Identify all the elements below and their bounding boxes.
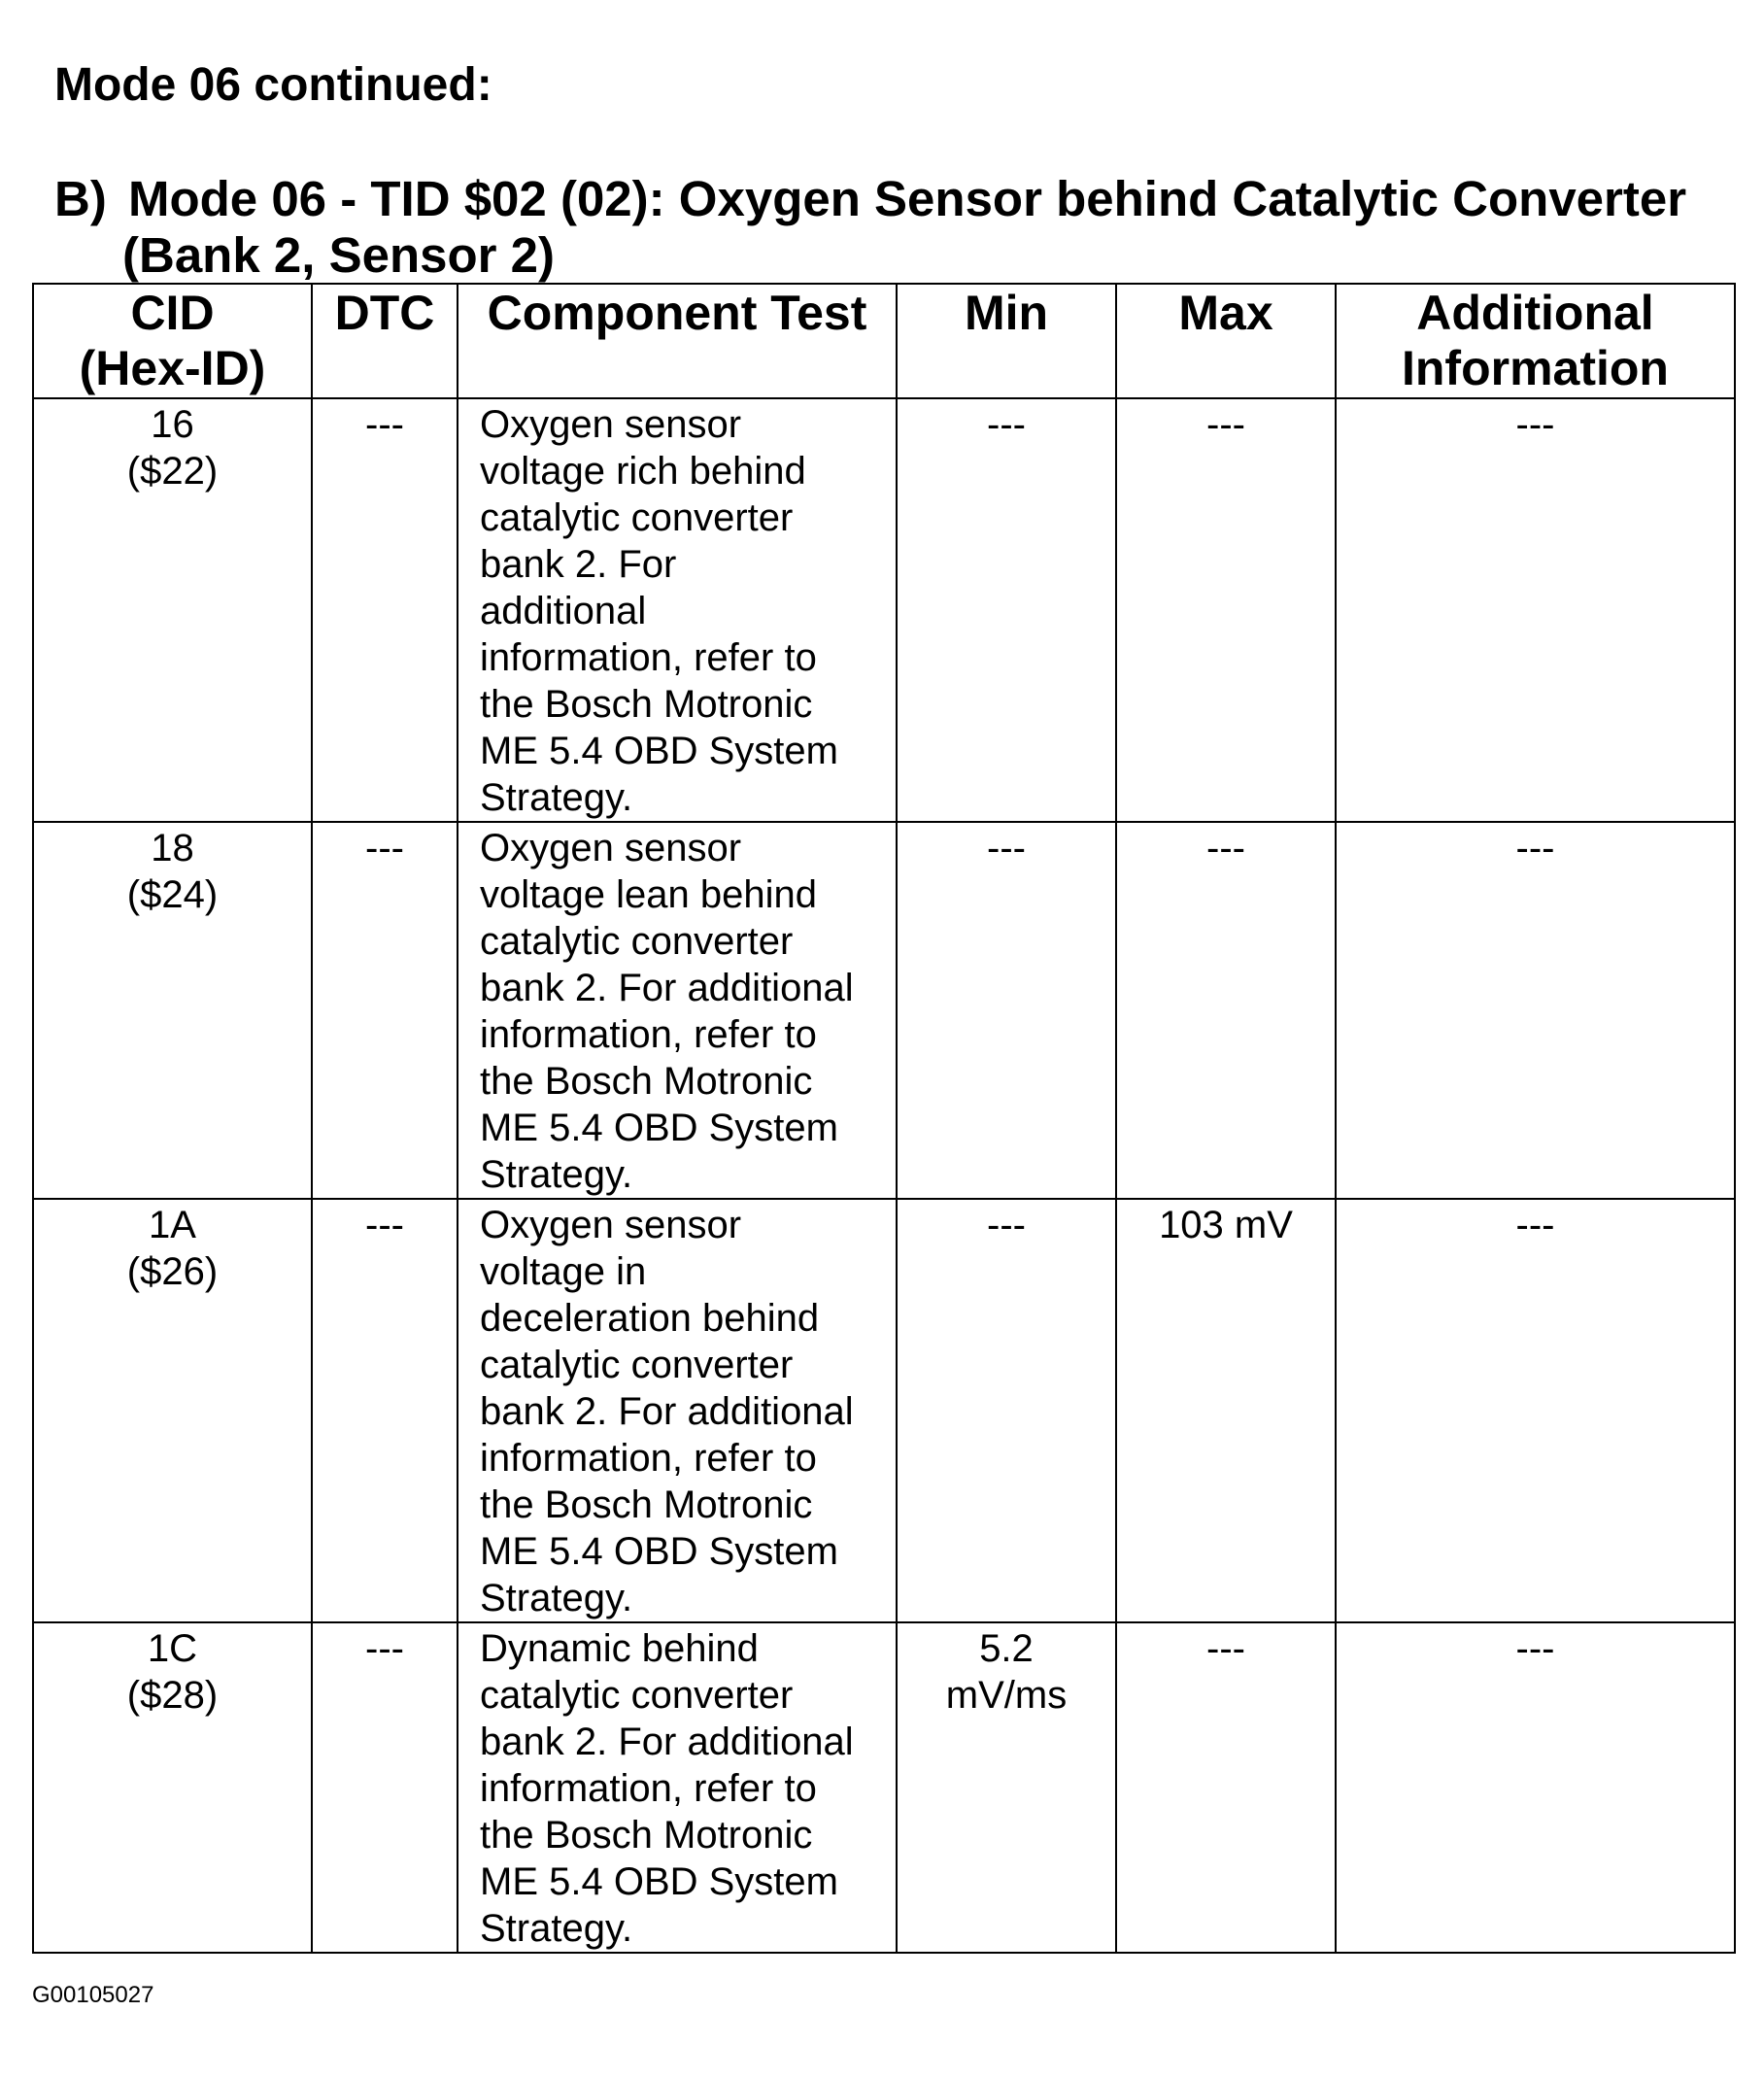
cell-max: 103 mV (1116, 1199, 1336, 1622)
cell-min (897, 398, 1116, 822)
table-header-row (33, 284, 1735, 398)
cell-min (897, 1199, 1116, 1622)
component-test-line: ME 5.4 OBD System (480, 1107, 838, 1149)
component-test-line: catalytic converter (480, 920, 794, 963)
min-value: --- (987, 827, 1026, 869)
component-test-line: information, refer to (480, 636, 817, 679)
component-test-line: Dynamic behind (480, 1627, 759, 1670)
header-cid-line1: CID (130, 286, 215, 340)
cell-additional-info: --- (1336, 398, 1735, 822)
hex-id-value: ($24) (126, 873, 219, 916)
component-test-line: information, refer to (480, 1437, 817, 1480)
cell-cid (33, 1622, 312, 1953)
header-component-test: Component Test (458, 284, 897, 398)
min-unit: mV/ms (945, 1674, 1068, 1717)
header-dtc: DTC (312, 284, 458, 398)
component-test-line: additional (480, 590, 647, 632)
component-test-line: Strategy. (480, 1153, 633, 1196)
cell-component-test (458, 1622, 897, 1953)
cell-component-test (458, 1199, 897, 1622)
section-title-line1: Mode 06 - TID $02 (02): Oxygen Sensor behind Catalytic Converter (128, 171, 1687, 226)
component-test-line: Oxygen sensor (480, 827, 742, 869)
cell-dtc: --- (312, 398, 458, 822)
component-test-line: bank 2. For additional (480, 1721, 854, 1763)
cell-component-test (458, 822, 897, 1199)
cell-min (897, 1622, 1116, 1953)
component-test-line: catalytic converter (480, 1344, 794, 1386)
header-cid (33, 284, 312, 398)
min-value: 5.2 (979, 1627, 1034, 1670)
component-test-line: bank 2. For additional (480, 967, 854, 1009)
cid-value: 1A (149, 1204, 196, 1246)
component-test-line: catalytic converter (480, 1674, 794, 1717)
component-test-line: the Bosch Motronic (480, 1060, 813, 1103)
cell-max: --- (1116, 398, 1336, 822)
mode06-table (32, 283, 1736, 1954)
component-test-line: ME 5.4 OBD System (480, 730, 838, 772)
header-additional-line1: Additional (1416, 286, 1654, 340)
cell-dtc: --- (312, 1622, 458, 1953)
hex-id-value: ($22) (126, 450, 219, 493)
component-test-line: voltage in (480, 1250, 647, 1293)
component-test-line: ME 5.4 OBD System (480, 1530, 838, 1573)
cell-cid (33, 822, 312, 1199)
cell-cid (33, 398, 312, 822)
section-title (54, 171, 1686, 226)
cell-component-test (458, 398, 897, 822)
cid-value: 1C (147, 1627, 198, 1670)
cell-min (897, 822, 1116, 1199)
header-max: Max (1116, 284, 1336, 398)
section-label: B) (54, 171, 107, 226)
min-value: --- (987, 403, 1026, 446)
cell-additional-info: --- (1336, 822, 1735, 1199)
component-test-line: Strategy. (480, 776, 633, 819)
component-test-line: bank 2. For (480, 543, 677, 586)
cell-dtc: --- (312, 822, 458, 1199)
table-row (33, 1622, 1735, 1953)
component-test-line: bank 2. For additional (480, 1390, 854, 1433)
cell-cid (33, 1199, 312, 1622)
cell-dtc: --- (312, 1199, 458, 1622)
component-test-line: ME 5.4 OBD System (480, 1860, 838, 1903)
component-test-line: voltage rich behind (480, 450, 806, 493)
component-test-line: catalytic converter (480, 496, 794, 539)
component-test-line: Oxygen sensor (480, 1204, 742, 1246)
component-test-line: Oxygen sensor (480, 403, 742, 446)
table-row (33, 1199, 1735, 1622)
header-cid-line2: (Hex-ID) (79, 341, 266, 395)
component-test-line: Strategy. (480, 1907, 633, 1950)
table-row (33, 822, 1735, 1199)
table-row (33, 398, 1735, 822)
figure-code: G00105027 (32, 1982, 154, 2008)
component-test-line: Strategy. (480, 1577, 633, 1619)
header-additional-info (1336, 284, 1735, 398)
cell-additional-info: --- (1336, 1622, 1735, 1953)
component-test-line: the Bosch Motronic (480, 683, 813, 726)
hex-id-value: ($28) (126, 1674, 219, 1717)
min-value: --- (987, 1204, 1026, 1246)
hex-id-value: ($26) (126, 1250, 219, 1293)
cid-value: 18 (151, 827, 194, 869)
section-title-line2: (Bank 2, Sensor 2) (122, 227, 555, 283)
cid-value: 16 (151, 403, 194, 446)
header-additional-line2: Information (1402, 341, 1669, 395)
component-test-line: information, refer to (480, 1767, 817, 1810)
page-title: Mode 06 continued: (54, 59, 492, 111)
component-test-line: deceleration behind (480, 1297, 820, 1340)
component-test-line: information, refer to (480, 1013, 817, 1056)
component-test-line: voltage lean behind (480, 873, 817, 916)
component-test-line: the Bosch Motronic (480, 1814, 813, 1857)
cell-max: --- (1116, 1622, 1336, 1953)
cell-additional-info: --- (1336, 1199, 1735, 1622)
header-min: Min (897, 284, 1116, 398)
cell-max: --- (1116, 822, 1336, 1199)
component-test-line: the Bosch Motronic (480, 1483, 813, 1526)
